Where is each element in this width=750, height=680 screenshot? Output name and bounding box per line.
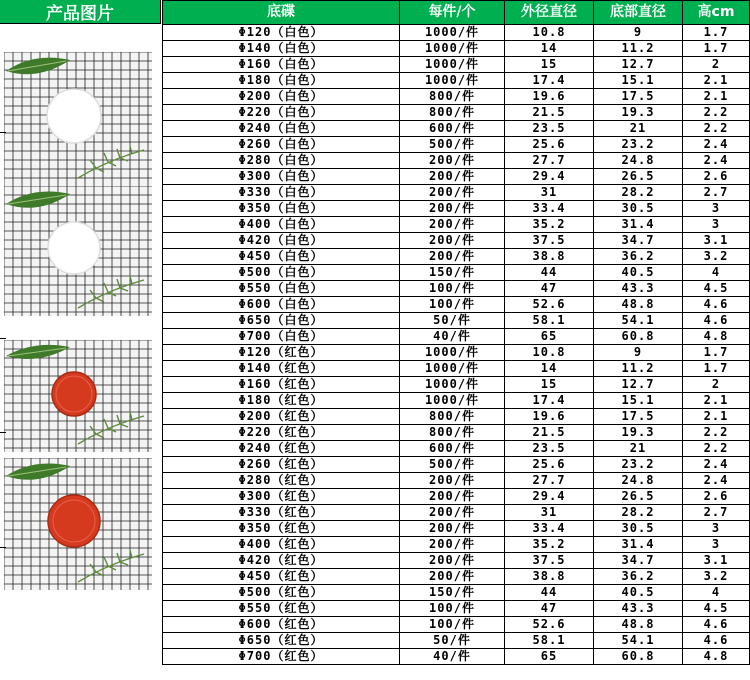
- cell-plate-size: Φ240（白色）: [163, 121, 400, 137]
- table-row: [163, 617, 750, 633]
- table-row: [163, 441, 750, 457]
- cell-bottom-diameter: 12.7: [594, 57, 683, 73]
- cell-outer-diameter: 35.2: [505, 217, 594, 233]
- cell-bottom-diameter: 30.5: [594, 521, 683, 537]
- cell-height: 3: [683, 537, 750, 553]
- cell-per-case: 800/件: [400, 89, 505, 105]
- cell-plate-size: Φ350（白色）: [163, 201, 400, 217]
- cell-plate-size: Φ280（白色）: [163, 153, 400, 169]
- cell-outer-diameter: 44: [505, 265, 594, 281]
- cell-plate-size: Φ260（红色）: [163, 457, 400, 473]
- cell-per-case: 200/件: [400, 537, 505, 553]
- cell-bottom-diameter: 31.4: [594, 537, 683, 553]
- cell-plate-size: Φ160（白色）: [163, 57, 400, 73]
- table-row: [163, 521, 750, 537]
- cell-per-case: 800/件: [400, 105, 505, 121]
- cell-height: 2.4: [683, 457, 750, 473]
- cell-plate-size: Φ200（白色）: [163, 89, 400, 105]
- cell-bottom-diameter: 17.5: [594, 409, 683, 425]
- cell-per-case: 200/件: [400, 169, 505, 185]
- cell-outer-diameter: 47: [505, 281, 594, 297]
- cell-per-case: 200/件: [400, 185, 505, 201]
- cell-per-case: 200/件: [400, 233, 505, 249]
- cell-outer-diameter: 35.2: [505, 537, 594, 553]
- cell-plate-size: Φ220（红色）: [163, 425, 400, 441]
- cell-plate-size: Φ220（白色）: [163, 105, 400, 121]
- cell-per-case: 800/件: [400, 409, 505, 425]
- cell-per-case: 600/件: [400, 121, 505, 137]
- cell-bottom-diameter: 26.5: [594, 169, 683, 185]
- table-row: [163, 281, 750, 297]
- cell-per-case: 150/件: [400, 585, 505, 601]
- table-row: [163, 41, 750, 57]
- table-row: [163, 585, 750, 601]
- table-row: [163, 217, 750, 233]
- cell-per-case: 100/件: [400, 297, 505, 313]
- cell-per-case: 200/件: [400, 153, 505, 169]
- cell-height: 2: [683, 57, 750, 73]
- cell-bottom-diameter: 40.5: [594, 265, 683, 281]
- cell-bottom-diameter: 21: [594, 121, 683, 137]
- cell-plate-size: Φ550（白色）: [163, 281, 400, 297]
- table-row: [163, 457, 750, 473]
- cell-plate-size: Φ500（白色）: [163, 265, 400, 281]
- table-row: [163, 201, 750, 217]
- cell-plate-size: Φ120（红色）: [163, 345, 400, 361]
- cell-outer-diameter: 47: [505, 601, 594, 617]
- cell-bottom-diameter: 60.8: [594, 329, 683, 345]
- cell-bottom-diameter: 23.2: [594, 137, 683, 153]
- cell-height: 2.6: [683, 169, 750, 185]
- cell-bottom-diameter: 17.5: [594, 89, 683, 105]
- cell-height: 1.7: [683, 345, 750, 361]
- cell-outer-diameter: 52.6: [505, 297, 594, 313]
- plate-icon: [52, 372, 96, 416]
- cell-plate-size: Φ600（白色）: [163, 297, 400, 313]
- cell-height: 4.5: [683, 601, 750, 617]
- cell-plate-size: Φ500（红色）: [163, 585, 400, 601]
- cell-outer-diameter: 23.5: [505, 121, 594, 137]
- cell-per-case: 100/件: [400, 601, 505, 617]
- cell-per-case: 1000/件: [400, 25, 505, 41]
- cell-height: 3: [683, 217, 750, 233]
- cell-bottom-diameter: 28.2: [594, 505, 683, 521]
- cell-per-case: 200/件: [400, 569, 505, 585]
- cell-plate-size: Φ180（白色）: [163, 73, 400, 89]
- cell-outer-diameter: 21.5: [505, 425, 594, 441]
- cell-outer-diameter: 14: [505, 41, 594, 57]
- cell-outer-diameter: 52.6: [505, 617, 594, 633]
- cell-per-case: 200/件: [400, 521, 505, 537]
- cell-plate-size: Φ600（红色）: [163, 617, 400, 633]
- cell-plate-size: Φ400（红色）: [163, 537, 400, 553]
- cell-bottom-diameter: 30.5: [594, 201, 683, 217]
- cell-bottom-diameter: 23.2: [594, 457, 683, 473]
- cell-height: 2.2: [683, 441, 750, 457]
- cell-outer-diameter: 58.1: [505, 313, 594, 329]
- cell-plate-size: Φ280（红色）: [163, 473, 400, 489]
- cell-outer-diameter: 65: [505, 329, 594, 345]
- cell-plate-size: Φ240（红色）: [163, 441, 400, 457]
- cell-per-case: 500/件: [400, 457, 505, 473]
- cell-height: 4.6: [683, 617, 750, 633]
- cell-height: 2.1: [683, 409, 750, 425]
- spec-table: [162, 0, 750, 665]
- cell-per-case: 40/件: [400, 329, 505, 345]
- cell-height: 2.4: [683, 137, 750, 153]
- cell-plate-size: Φ140（白色）: [163, 41, 400, 57]
- cell-bottom-diameter: 54.1: [594, 313, 683, 329]
- table-row: [163, 601, 750, 617]
- product-image-column: [0, 0, 162, 680]
- cell-outer-diameter: 31: [505, 185, 594, 201]
- cell-height: 4.8: [683, 329, 750, 345]
- cell-outer-diameter: 27.7: [505, 473, 594, 489]
- cell-plate-size: Φ160（红色）: [163, 377, 400, 393]
- red-plate-photo: [4, 458, 152, 590]
- table-row: [163, 329, 750, 345]
- cell-bottom-diameter: 12.7: [594, 377, 683, 393]
- cell-per-case: 200/件: [400, 489, 505, 505]
- cell-outer-diameter: 37.5: [505, 553, 594, 569]
- table-row: [163, 313, 750, 329]
- cell-plate-size: Φ420（白色）: [163, 233, 400, 249]
- table-row: [163, 121, 750, 137]
- cell-outer-diameter: 23.5: [505, 441, 594, 457]
- cell-bottom-diameter: 11.2: [594, 41, 683, 57]
- cell-height: 4: [683, 585, 750, 601]
- cell-plate-size: Φ260（白色）: [163, 137, 400, 153]
- cell-outer-diameter: 33.4: [505, 201, 594, 217]
- image-column-header: 产品图片: [0, 0, 161, 24]
- table-row: [163, 633, 750, 649]
- col-header-bottom-diameter: 底部直径: [594, 1, 683, 25]
- cell-per-case: 1000/件: [400, 345, 505, 361]
- cell-height: 3.1: [683, 553, 750, 569]
- cell-per-case: 1000/件: [400, 41, 505, 57]
- cell-height: 2.7: [683, 185, 750, 201]
- cell-divider: [0, 132, 6, 133]
- cell-outer-diameter: 44: [505, 585, 594, 601]
- cell-height: 3.1: [683, 233, 750, 249]
- cell-bottom-diameter: 34.7: [594, 553, 683, 569]
- cell-plate-size: Φ330（红色）: [163, 505, 400, 521]
- table-row: [163, 377, 750, 393]
- col-header-per-case: 每件/个: [400, 1, 505, 25]
- cell-per-case: 100/件: [400, 617, 505, 633]
- table-row: [163, 73, 750, 89]
- table-row: [163, 553, 750, 569]
- cell-height: 1.7: [683, 25, 750, 41]
- cell-outer-diameter: 15: [505, 57, 594, 73]
- cell-plate-size: Φ420（红色）: [163, 553, 400, 569]
- cell-plate-size: Φ700（白色）: [163, 329, 400, 345]
- table-row: [163, 345, 750, 361]
- cell-outer-diameter: 38.8: [505, 249, 594, 265]
- cell-outer-diameter: 58.1: [505, 633, 594, 649]
- cell-height: 4: [683, 265, 750, 281]
- cell-bottom-diameter: 31.4: [594, 217, 683, 233]
- table-row: [163, 505, 750, 521]
- cell-per-case: 50/件: [400, 313, 505, 329]
- cell-bottom-diameter: 34.7: [594, 233, 683, 249]
- cell-height: 2.7: [683, 505, 750, 521]
- cell-per-case: 800/件: [400, 425, 505, 441]
- cell-bottom-diameter: 9: [594, 345, 683, 361]
- cell-per-case: 50/件: [400, 633, 505, 649]
- white-plate-photo: [4, 52, 152, 186]
- col-header-height: 高cm: [683, 1, 750, 25]
- table-row: [163, 105, 750, 121]
- cell-outer-diameter: 10.8: [505, 345, 594, 361]
- cell-per-case: 200/件: [400, 249, 505, 265]
- cell-outer-diameter: 10.8: [505, 25, 594, 41]
- table-row: [163, 393, 750, 409]
- cell-outer-diameter: 31: [505, 505, 594, 521]
- cell-plate-size: Φ400（白色）: [163, 217, 400, 233]
- cell-plate-size: Φ700（红色）: [163, 649, 400, 665]
- cell-bottom-diameter: 36.2: [594, 249, 683, 265]
- cell-bottom-diameter: 24.8: [594, 473, 683, 489]
- table-row: [163, 537, 750, 553]
- cell-plate-size: Φ450（白色）: [163, 249, 400, 265]
- cell-per-case: 200/件: [400, 553, 505, 569]
- cell-outer-diameter: 19.6: [505, 89, 594, 105]
- table-row: [163, 25, 750, 41]
- cell-height: 4.6: [683, 633, 750, 649]
- cell-height: 2.1: [683, 73, 750, 89]
- cell-height: 2.4: [683, 153, 750, 169]
- cell-per-case: 1000/件: [400, 377, 505, 393]
- cell-per-case: 200/件: [400, 505, 505, 521]
- cell-height: 2.1: [683, 89, 750, 105]
- col-header-outer-diameter: 外径直径: [505, 1, 594, 25]
- cell-plate-size: Φ300（红色）: [163, 489, 400, 505]
- table-row: [163, 297, 750, 313]
- cell-divider: [0, 338, 6, 339]
- cell-bottom-diameter: 60.8: [594, 649, 683, 665]
- cell-height: 4.5: [683, 281, 750, 297]
- cell-bottom-diameter: 48.8: [594, 617, 683, 633]
- cell-per-case: 1000/件: [400, 393, 505, 409]
- cell-height: 1.7: [683, 361, 750, 377]
- plate-icon: [48, 222, 100, 274]
- cell-height: 4.6: [683, 297, 750, 313]
- cell-per-case: 150/件: [400, 265, 505, 281]
- table-row: [163, 89, 750, 105]
- cell-height: 2: [683, 377, 750, 393]
- table-row: [163, 153, 750, 169]
- table-row: [163, 185, 750, 201]
- cell-outer-diameter: 65: [505, 649, 594, 665]
- cell-per-case: 200/件: [400, 217, 505, 233]
- cell-outer-diameter: 15: [505, 377, 594, 393]
- cell-bottom-diameter: 43.3: [594, 601, 683, 617]
- cell-outer-diameter: 21.5: [505, 105, 594, 121]
- cell-per-case: 200/件: [400, 201, 505, 217]
- cell-bottom-diameter: 28.2: [594, 185, 683, 201]
- cell-bottom-diameter: 11.2: [594, 361, 683, 377]
- cell-bottom-diameter: 43.3: [594, 281, 683, 297]
- cell-outer-diameter: 25.6: [505, 457, 594, 473]
- cell-per-case: 40/件: [400, 649, 505, 665]
- table-row: [163, 265, 750, 281]
- cell-plate-size: Φ180（红色）: [163, 393, 400, 409]
- cell-bottom-diameter: 15.1: [594, 393, 683, 409]
- cell-height: 2.4: [683, 473, 750, 489]
- cell-outer-diameter: 37.5: [505, 233, 594, 249]
- cell-height: 3: [683, 521, 750, 537]
- cell-height: 3.2: [683, 569, 750, 585]
- cell-bottom-diameter: 26.5: [594, 489, 683, 505]
- table-row: [163, 249, 750, 265]
- table-row: [163, 233, 750, 249]
- table-row: [163, 649, 750, 665]
- cell-height: 2.2: [683, 121, 750, 137]
- cell-height: 2.2: [683, 425, 750, 441]
- cell-bottom-diameter: 36.2: [594, 569, 683, 585]
- table-row: [163, 569, 750, 585]
- cell-outer-diameter: 29.4: [505, 169, 594, 185]
- cell-per-case: 600/件: [400, 441, 505, 457]
- cell-plate-size: Φ330（白色）: [163, 185, 400, 201]
- table-row: [163, 361, 750, 377]
- cell-divider: [0, 547, 6, 548]
- cell-per-case: 200/件: [400, 473, 505, 489]
- red-plate-photo: [4, 340, 152, 452]
- cell-bottom-diameter: 54.1: [594, 633, 683, 649]
- cell-outer-diameter: 38.8: [505, 569, 594, 585]
- cell-outer-diameter: 27.7: [505, 153, 594, 169]
- table-row: [163, 489, 750, 505]
- cell-plate-size: Φ200（红色）: [163, 409, 400, 425]
- cell-plate-size: Φ120（白色）: [163, 25, 400, 41]
- table-row: [163, 473, 750, 489]
- cell-per-case: 100/件: [400, 281, 505, 297]
- cell-height: 2.6: [683, 489, 750, 505]
- cell-plate-size: Φ650（红色）: [163, 633, 400, 649]
- table-row: [163, 137, 750, 153]
- cell-bottom-diameter: 9: [594, 25, 683, 41]
- cell-height: 2.1: [683, 393, 750, 409]
- cell-divider: [0, 432, 6, 433]
- cell-outer-diameter: 29.4: [505, 489, 594, 505]
- cell-bottom-diameter: 40.5: [594, 585, 683, 601]
- table-row: [163, 169, 750, 185]
- cell-bottom-diameter: 48.8: [594, 297, 683, 313]
- white-plate-photo: [4, 186, 152, 316]
- cell-outer-diameter: 17.4: [505, 393, 594, 409]
- cell-plate-size: Φ450（红色）: [163, 569, 400, 585]
- table-row: [163, 425, 750, 441]
- cell-plate-size: Φ140（红色）: [163, 361, 400, 377]
- cell-bottom-diameter: 19.3: [594, 425, 683, 441]
- cell-outer-diameter: 33.4: [505, 521, 594, 537]
- cell-plate-size: Φ300（白色）: [163, 169, 400, 185]
- table-row: [163, 409, 750, 425]
- cell-outer-diameter: 14: [505, 361, 594, 377]
- plate-icon: [47, 89, 101, 143]
- cell-height: 3: [683, 201, 750, 217]
- cell-height: 2.2: [683, 105, 750, 121]
- cell-plate-size: Φ650（白色）: [163, 313, 400, 329]
- cell-bottom-diameter: 15.1: [594, 73, 683, 89]
- cell-height: 1.7: [683, 41, 750, 57]
- cell-per-case: 1000/件: [400, 361, 505, 377]
- cell-per-case: 1000/件: [400, 57, 505, 73]
- table-header-row: [163, 1, 750, 25]
- cell-plate-size: Φ550（红色）: [163, 601, 400, 617]
- plate-icon: [48, 495, 100, 547]
- cell-bottom-diameter: 21: [594, 441, 683, 457]
- table-row: [163, 57, 750, 73]
- cell-bottom-diameter: 24.8: [594, 153, 683, 169]
- cell-per-case: 1000/件: [400, 73, 505, 89]
- cell-outer-diameter: 19.6: [505, 409, 594, 425]
- cell-outer-diameter: 17.4: [505, 73, 594, 89]
- cell-height: 4.6: [683, 313, 750, 329]
- cell-bottom-diameter: 19.3: [594, 105, 683, 121]
- cell-outer-diameter: 25.6: [505, 137, 594, 153]
- cell-height: 3.2: [683, 249, 750, 265]
- cell-height: 4.8: [683, 649, 750, 665]
- cell-per-case: 500/件: [400, 137, 505, 153]
- cell-plate-size: Φ350（红色）: [163, 521, 400, 537]
- col-header-plate: 底碟: [163, 1, 400, 25]
